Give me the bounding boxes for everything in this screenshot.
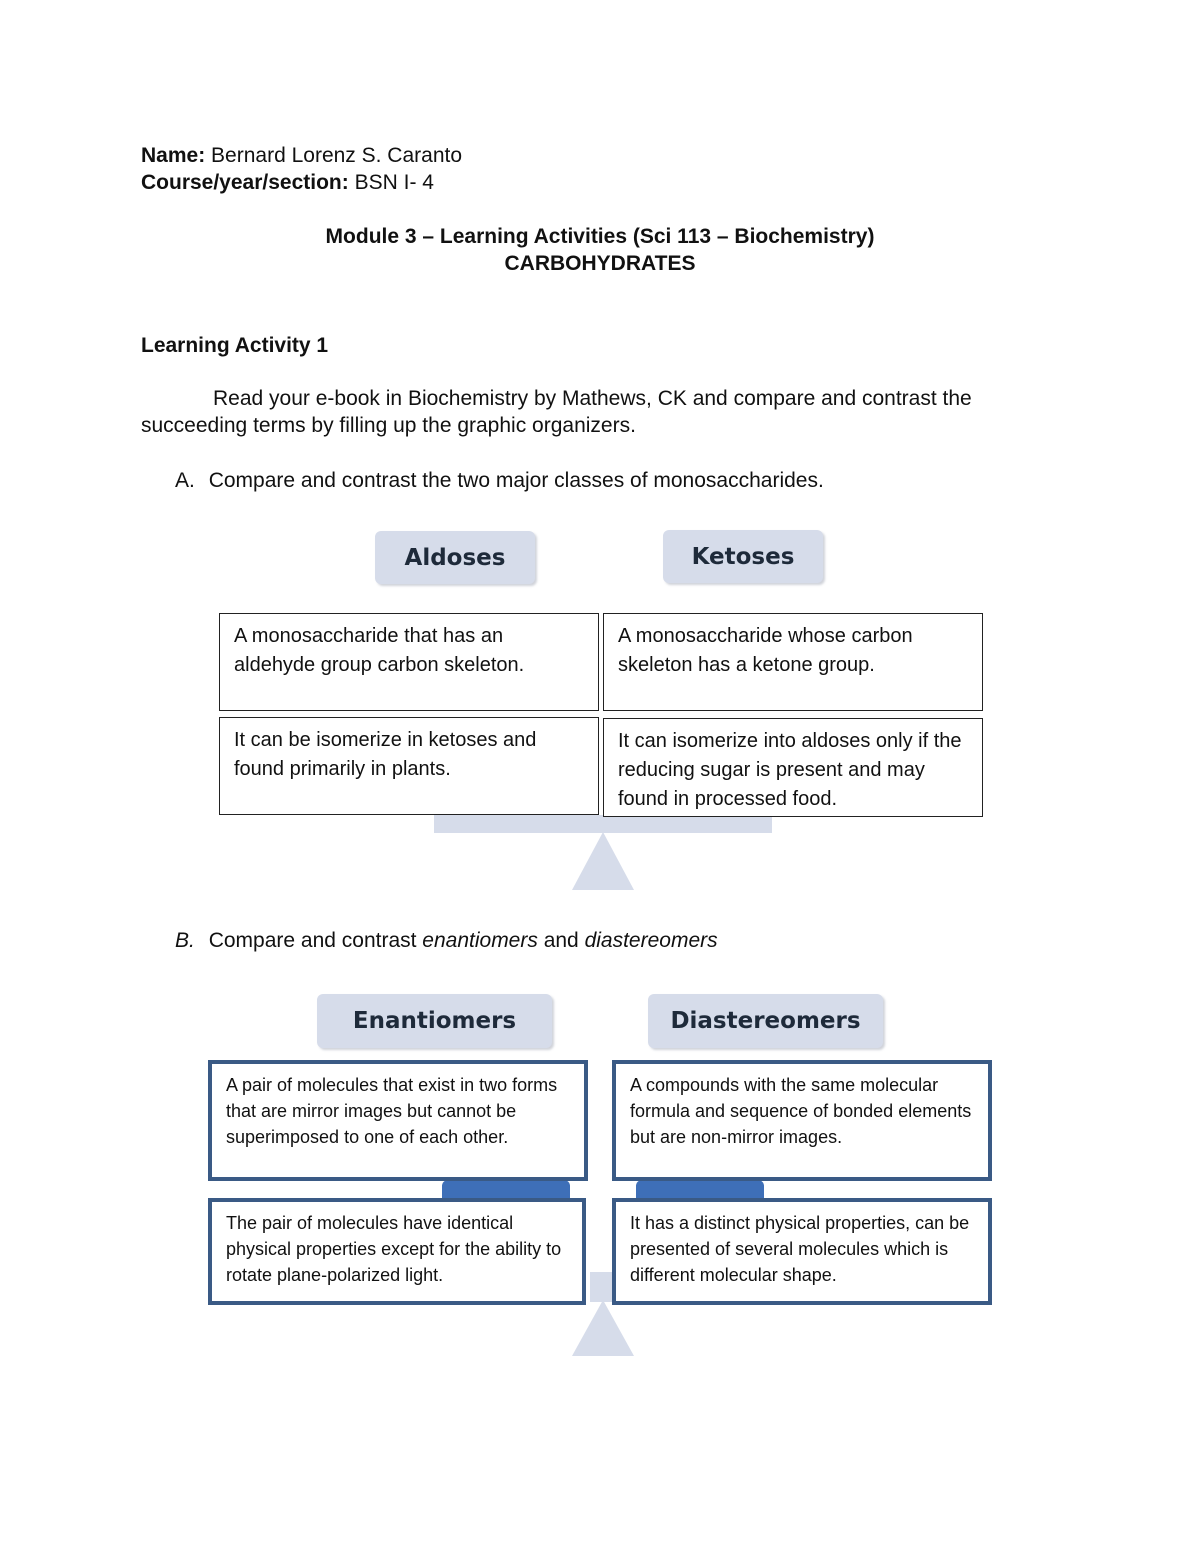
topic-title: CARBOHYDRATES: [504, 252, 696, 275]
course-line: [141, 171, 434, 195]
aldoses-cell-2: It can be isomerize in ketoses and found primarily in plants.: [219, 717, 599, 815]
name-label: Name:: [141, 144, 206, 167]
course-value: BSN I- 4: [354, 171, 434, 194]
enantiomers-cell-1: A pair of molecules that exist in two forms that are mirror images but cannot be superimposed to one of each other.: [208, 1060, 588, 1181]
diastereomers-cell-1: A compounds with the same molecular formula and sequence of bonded elements but are non-mirror images.: [612, 1060, 992, 1181]
intro-line-1: Read your e-book in Biochemistry by Mathews, CK and compare and contrast the: [213, 387, 972, 410]
ketoses-cell-1: A monosaccharide whose carbon skeleton has a ketone group.: [603, 613, 983, 711]
section-b-prompt: [175, 929, 718, 953]
section-b-text-mid: and: [537, 929, 585, 952]
section-b-letter: B.: [175, 929, 195, 952]
section-b-term-1: enantiomers: [422, 929, 538, 952]
aldoses-cell-1: A monosaccharide that has an aldehyde group carbon skeleton.: [219, 613, 599, 711]
course-label: Course/year/section:: [141, 171, 349, 194]
balance-fulcrum-b: [572, 1300, 634, 1356]
section-a-letter: A.: [175, 469, 195, 492]
balance-beam-a: [434, 815, 772, 833]
enantiomers-label: Enantiomers: [317, 994, 552, 1048]
intro-line-2: succeeding terms by filling up the graphic organizers.: [141, 414, 636, 437]
balance-knob-left: [442, 1180, 570, 1200]
activity-heading: Learning Activity 1: [141, 334, 329, 357]
ketoses-cell-2: It can isomerize into aldoses only if the reducing sugar is present and may found in processed food.: [603, 718, 983, 817]
name-value: Bernard Lorenz S. Caranto: [211, 144, 463, 167]
section-a-text: Compare and contrast the two major classes of monosaccharides.: [208, 469, 824, 492]
aldoses-label: Aldoses: [375, 531, 535, 584]
diastereomers-label: Diastereomers: [648, 994, 883, 1048]
balance-knob-right: [636, 1180, 764, 1200]
section-b-text-start: Compare and contrast: [208, 929, 423, 952]
enantiomers-cell-2: The pair of molecules have identical physical properties except for the ability to rotate plane-polarized light.: [208, 1198, 586, 1305]
ketoses-label: Ketoses: [663, 530, 823, 583]
student-name-line: [141, 144, 462, 168]
module-title: Module 3 – Learning Activities (Sci 113 – Biochemistry): [325, 225, 875, 248]
balance-beam-b: [590, 1272, 614, 1302]
diastereomers-cell-2: It has a distinct physical properties, can be presented of several molecules which is different molecular shape.: [612, 1198, 992, 1305]
section-b-term-2: diastereomers: [584, 929, 718, 952]
section-a-prompt: [175, 469, 824, 493]
balance-fulcrum-a: [572, 832, 634, 890]
